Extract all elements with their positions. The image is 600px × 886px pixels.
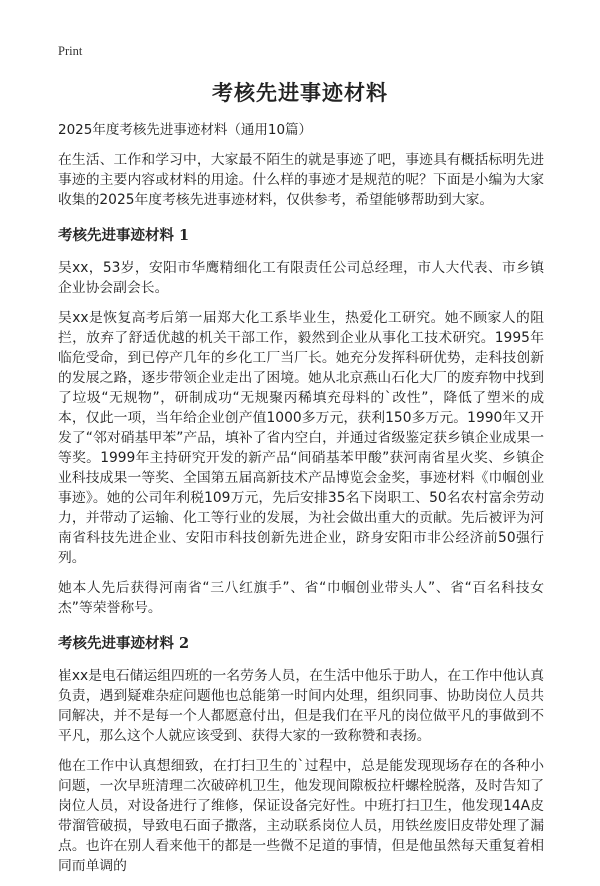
section-1-paragraph: 她本人先后获得河南省“三八红旗手”、省“巾帼创业带头人”、省“百名科技女杰”等荣誉称号。 xyxy=(58,580,544,616)
document-title: 考核先进事迹材料 xyxy=(212,81,388,105)
section-1-paragraph: 吴xx，53岁，安阳市华鹰精细化工有限责任公司总经理，市人大代表、市乡镇企业协会副会长。 xyxy=(58,260,544,296)
intro-paragraph: 在生活、工作和学习中，大家最不陌生的就是事迹了吧，事迹具有概括标明先进事迹的主要内容或材料的用途。什么样的事迹才是规范的呢？下面是小编为大家收集的2025年度考核先进事迹材料，仅供参考，希望能够帮助到大家。 xyxy=(58,152,544,208)
section-2-paragraph: 他在工作中认真想细致，在打扫卫生的`过程中，总是能发现现场存在的各种小问题，一次早班清理二次破碎机卫生，他发现间隙板拉杆螺栓脱落，及时告知了岗位人员，对设备进行了维修，保证设备完好性。中班打扫卫生，他发现14A皮带溜管破损，导致电石面子撒落，主动联系岗位人员，用铁丝废旧皮带处理了漏点。也许在别人看来他干的都是一些微不足道的事情，但是他虽然每天重复着相同而单调的 xyxy=(58,758,544,874)
print-link[interactable]: Print xyxy=(58,44,83,58)
section-heading-2: 考核先进事迹材料 2 xyxy=(58,635,190,652)
section-1-paragraph: 吴xx是恢复高考后第一届郑大化工系毕业生，热爱化工研究。她不顾家人的阻拦，放弃了舒适优越的机关干部工作，毅然到企业从事化工技术研究。1995年临危受命，到已停产几年的乡化工厂当厂长。她充分发挥科研优势，走科技创新的发展之路，逐步带领企业走出了困境。她从北京燕山石化大厂的废弃物中找到了垃圾“无规物”，研制成功“无规聚丙稀填充母料的`改性”，降低了塑米的成本，仅此一项，当年给企业创产值1000多万元，获利150多万元。1990年又开发了“邻对硝基甲苯”产品，填补了省内空白，并通过省级鉴定获乡镇企业成果一等奖。1999年主持研究开发的新产品“间硝基苯甲酸”获河南省星火奖、乡镇企业科技成果一等奖、全国第五届高新技术产品博览会金奖，事迹材料《巾帼创业事迹》。她的公司年利税109万元，先后安排35名下岗职工、50名农村富余劳动力，并带动了运输、化工等行业的发展，为社会做出重大的贡献。先后被评为河南省科技先进企业、安阳市科技创新先进企业，跻身安阳市非公经济前50强行列。 xyxy=(58,310,544,566)
document-subtitle: 2025年度考核先进事迹材料（通用10篇） xyxy=(58,122,313,138)
section-heading-1: 考核先进事迹材料 1 xyxy=(58,227,190,244)
section-2-paragraph: 崔xx是电石储运组四班的一名劳务人员，在生活中他乐于助人，在工作中他认真负责，遇到疑难杂症问题他也总能第一时间内处理，组织同事、协助岗位人员共同解决，并不是每一个人都愿意付出，但是我们在平凡的岗位做平凡的事做到不平凡，那么这个人就应该受到、获得大家的一致称赞和表扬。 xyxy=(58,668,544,744)
document-body xyxy=(58,120,544,886)
